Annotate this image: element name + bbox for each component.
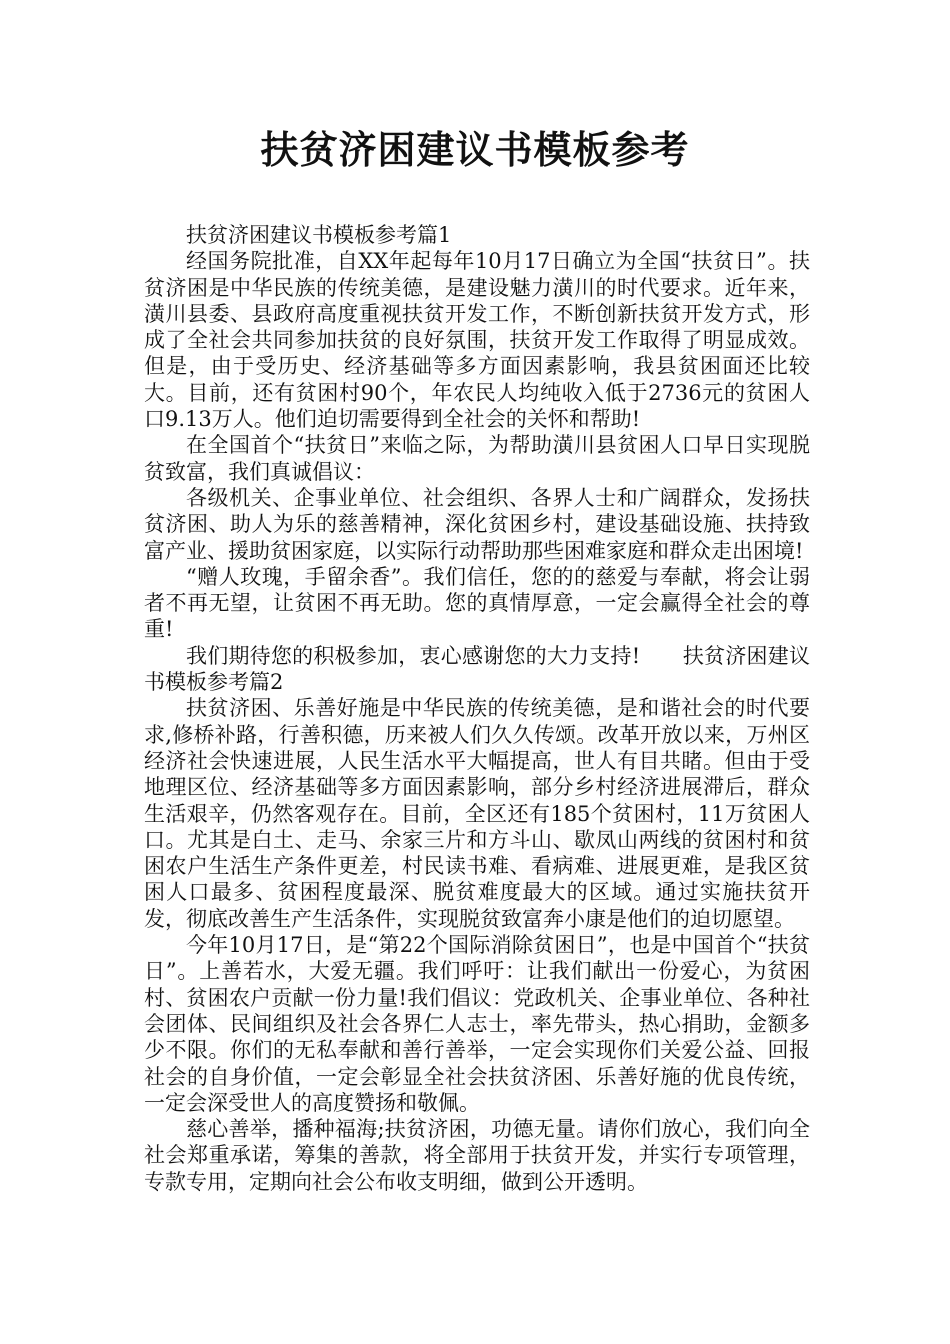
document-body [144,222,810,1195]
paragraph-7: 扶贫济困、乐善好施是中华民族的传统美德，是和谐社会的时代要求,修桥补路，行善积德，历来被人们久久传颂。改革开放以来，万州区经济社会快速进展，人民生活水平大幅提高，世人有目共睹。但由于受地理区位、经济基础等多方面因素影响，部分乡村经济进展滞后，群众生活艰辛，仍然客观存在。目前，全区还有185个贫困村，11万贫困人口。尤其是白土、走马、余家三片和方斗山、歇凤山两线的贫困村和贫困农户生活生产条件更差，村民读书难、看病难、进展更难，是我区贫困人口最多、贫困程度最深、脱贫难度最大的区域。通过实施扶贫开发，彻底改善生产生活条件，实现脱贫致富奔小康是他们的迫切愿望。 [144,696,810,931]
paragraph-8: 今年10月17日，是“第22个国际消除贫困日”，也是中国首个“扶贫日”。上善若水，大爱无疆。我们呼吁：让我们献出一份爱心，为贫困村、贫困农户贡献一份力量!我们倡议：党政机关、企事业单位、各种社会团体、民间组织及社会各界仁人志士，率先带头，热心捐助，金额多少不限。你们的无私奉献和善行善举，一定会实现你们关爱公益、回报社会的自身价值，一定会彰显全社会扶贫济困、乐善好施的优良传统，一定会深受世人的高度赞扬和敬佩。 [144,933,810,1115]
paragraph-9: 慈心善举，播种福海;扶贫济困，功德无量。请你们放心，我们向全社会郑重承诺，筹集的善款，将全部用于扶贫开发，并实行专项管理，专款专用，定期向社会公布收支明细，做到公开透明。 [144,1117,810,1194]
paragraph-2: 经国务院批准，自XX年起每年10月17日确立为全国“扶贫日”。扶贫济困是中华民族的传统美德，是建设魅力潢川的时代要求。近年来，潢川县委、县政府高度重视扶贫开发工作，不断创新扶贫开发方式，形成了全社会共同参加扶贫的良好氛围，扶贫开发工作取得了明显成效。但是，由于受历史、经济基础等多方面因素影响，我县贫困面还比较大。目前，还有贫困村90个，年农民人均纯收入低于2736元的贫困人口9.13万人。他们迫切需要得到全社会的关怀和帮助! [144,249,810,432]
paragraph-5: “赠人玫瑰，手留余香”。我们信任，您的的慈爱与奉献，将会让弱者不再无望，让贫困不再无助。您的真情厚意，一定会赢得全社会的尊重! [144,564,810,642]
paragraph-3: 在全国首个“扶贫日”来临之际，为帮助潢川县贫困人口早日实现脱贫致富，我们真诚倡议： [144,433,810,484]
paragraph-1: 扶贫济困建议书模板参考篇1 [186,223,452,247]
document-title: 扶贫济困建议书模板参考 [260,127,690,172]
paragraph-6: 我们期待您的积极参加，衷心感谢您的大力支持! 扶贫济困建议书模板参考篇2 [144,643,810,695]
paragraph-4: 各级机关、企事业单位、社会组织、各界人士和广阔群众，发扬扶贫济困、助人为乐的慈善精神，深化贫困乡村，建设基础设施、扶持致富产业、援助贫困家庭，以实际行动帮助那些困难家庭和群众走出困境! [144,485,810,563]
